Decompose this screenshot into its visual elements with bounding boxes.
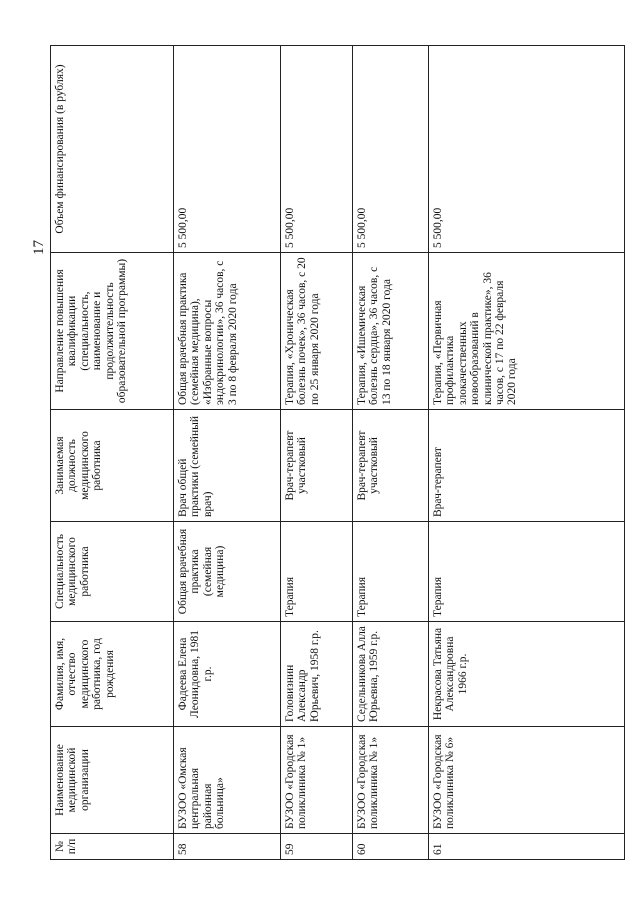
cell-position: Врач-терапевт <box>429 410 625 522</box>
rotated-table-container <box>50 45 625 860</box>
cell-org: БУЗОО «Городская поликлиника № 1» <box>353 727 429 834</box>
cell-direction: Терапия, «Первичная профилактика злокачественных новообразований в клинической практике», 36 часов, с 17 по 22 февраля 2020 года <box>429 253 625 410</box>
cell-spec: Терапия <box>281 522 353 622</box>
cell-direction: Терапия, «Ишемическая болезнь сердца», 36 часов, с 13 по 18 января 2020 года <box>353 253 429 410</box>
table-row <box>174 46 281 860</box>
cell-org: БУЗОО «Омская центральная районная больница» <box>174 727 281 834</box>
cell-num: 60 <box>353 834 429 860</box>
table-row <box>353 46 429 860</box>
table-row <box>281 46 353 860</box>
header-fio: Фамилия, имя, отчество медицинского работника, год рождения <box>51 622 174 727</box>
cell-spec: Общая врачебная практика (семейная медицина) <box>174 522 281 622</box>
table-header-row <box>51 46 174 860</box>
header-spec: Специальность медицинского работника <box>51 522 174 622</box>
cell-fio: Некрасова Татьяна Александровна 1966 г.р. <box>429 622 625 727</box>
cell-finance: 5 500,00 <box>353 46 429 253</box>
cell-fio: Фадеева Елена Леонидовна, 1981 г.р. <box>174 622 281 727</box>
page-number <box>27 232 51 262</box>
cell-fio: Головизнин Александр Юрьевич, 1958 г.р. <box>281 622 353 727</box>
header-num: № п/п <box>51 834 174 860</box>
header-direction: Направление повышения квалификации (специальность, наименование и продолжительность образовательной программы) <box>51 253 174 410</box>
cell-finance: 5 500,00 <box>174 46 281 253</box>
cell-position: Врач-терапевт участковый <box>353 410 429 522</box>
cell-org: БУЗОО «Городская поликлиника № 6» <box>429 727 625 834</box>
cell-num: 58 <box>174 834 281 860</box>
cell-num: 61 <box>429 834 625 860</box>
qualification-table <box>50 45 625 860</box>
cell-finance: 5 500,00 <box>429 46 625 253</box>
cell-direction: Общая врачебная практика (семейная медицина), «Избранные вопросы эндокринологии», 36 часов, с 3 по 8 февраля 2020 года <box>174 253 281 410</box>
header-org: Наименование медицинской организации <box>51 727 174 834</box>
cell-direction: Терапия, «Хроническая болезнь почек», 36 часов, с 20 по 25 января 2020 года <box>281 253 353 410</box>
cell-org: БУЗОО «Городская поликлиника № 1» <box>281 727 353 834</box>
page-number-text: 17 <box>30 239 47 255</box>
header-finance: Объем финансирования (в рублях) <box>51 46 174 253</box>
cell-position: Врач-терапевт участковый <box>281 410 353 522</box>
cell-spec: Терапия <box>429 522 625 622</box>
cell-num: 59 <box>281 834 353 860</box>
cell-fio: Седельникова Алла Юрьевна, 1959 г.р. <box>353 622 429 727</box>
header-position: Занимаемая должность медицинского работника <box>51 410 174 522</box>
table-row <box>429 46 625 860</box>
cell-position: Врач общей практики (семейный врач) <box>174 410 281 522</box>
cell-finance: 5 500,00 <box>281 46 353 253</box>
cell-spec: Терапия <box>353 522 429 622</box>
